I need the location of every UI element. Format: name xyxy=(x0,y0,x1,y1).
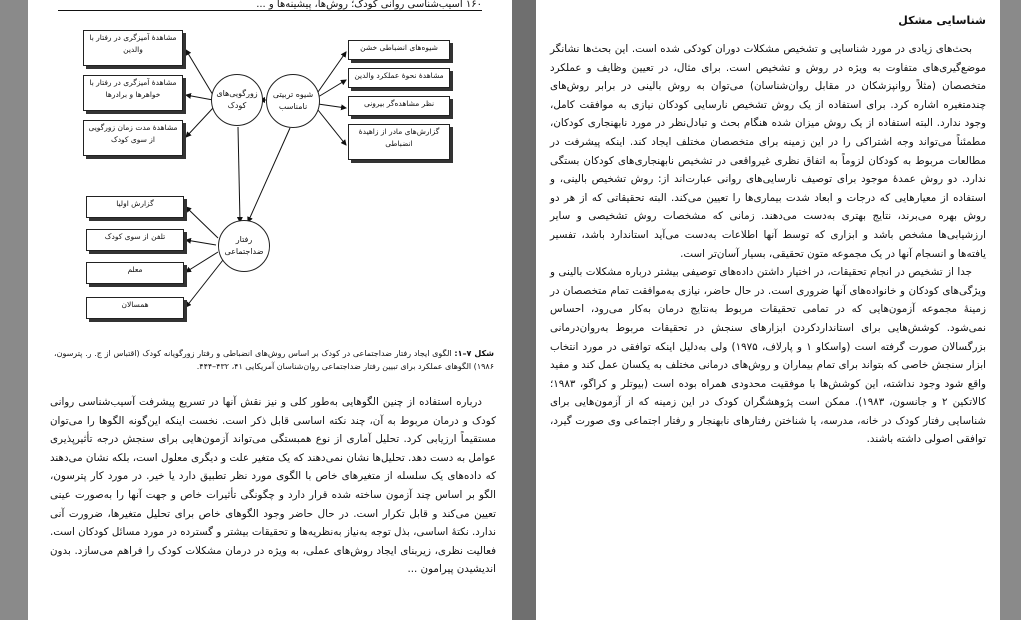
viewer-margin-right xyxy=(1000,0,1021,620)
box-child-phone: تلفن از سوی کودک xyxy=(86,229,184,251)
caption-text: الگوی ایجاد رفتار ضداجتماعی در کودک بر اساس روش‌های انضباطی و رفتار زورگویانه کودک (اقتباس از ج. ر. پترسون، ۱۹۸۶) الگوهای عملکرد برای تبیین رفتار ضداجتماعی روان‌شناسان آمریکایی ۴۱، ۴۳۲–۴۴۴. xyxy=(54,349,494,371)
box-observe-bullying-duration: مشاهدهٔ مدت زمان زورگویی از سوی کودک xyxy=(83,120,183,156)
figure-caption xyxy=(54,347,494,373)
left-book-page xyxy=(28,0,512,620)
left-body-text xyxy=(50,393,496,579)
right-book-page xyxy=(536,0,1000,620)
box-observe-sibling-aggression: مشاهدهٔ آمیزگری در رفتار با خواهرها و برادرها xyxy=(83,75,183,111)
box-mother-discipline-report: گزارش‌های مادر از زاهیدهٔ انضباطی xyxy=(348,124,450,160)
circle-poor-parenting: شیوه تربیتی نامناسب xyxy=(266,74,320,128)
box-peers: همسالان xyxy=(86,297,184,319)
paragraph: بحث‌های زیادی در مورد شناسایی و تشخیص مشکلات دوران کودکی شده است. این بحث‌ها نشانگر موضع‌گیری‌های متفاوت به ویژه در روش و تشخیص است. برای مثال، در تعیین وظایف و عملکرد متخصصان (مثلاً روانپزشکان در مقابل روان‌شناسان) می‌توان به روش بالینی در برابر روش‌های چندمتغیره اشاره کرد. برای استفاده از یک روش تشخیص نارسایی کودکان نیازی به موافقت کامل، وجود ندارد. البته استفاده از یک روش میزان شده هنگام بحث و تبادل‌نظر در مورد نابهنجاری کودکان، مطمئناً می‌تواند وجه اشتراکی را در این زمینه برای متخصصان مختلف ایجاد کند. اینکه پیشرفت در مطالعات مربوط به کودکان لزوماً به اتفاق نظری غیرواقعی در تشخیص نابهنجاری‌های کودکان بستگی ندارد. دو روش عمدهٔ موجود برای توصیف نارسایی‌های روانی عبارت‌اند از: روش تشخیص بالینی، و استفاده از معیارهایی که درجات و ابعاد شدت بیماری‌ها را تعیین می‌کند. البته تحقیقاتی که از هر دو روش بهره می‌برند، نتایج بهتری به‌دست می‌دهند. زمانی که مشخصات روش تشخیصی و سایر ارزشیابی‌ها مشخص باشد و ابزاری که توسط آنها اطلاعات به‌دست می‌آید استاندارد باشد، تفسیر یافته‌ها و انسجام آنها در یک مجموعه متون تحقیقی، بسیار آسان‌تر است. xyxy=(550,43,986,260)
viewer-margin-left xyxy=(0,0,28,620)
box-observe-parent-performance: مشاهدهٔ نحوهٔ عملکرد والدین xyxy=(348,68,450,88)
circle-child-bullying: زورگویی‌های کودک xyxy=(211,74,263,126)
circle-antisocial-behavior: رفتار ضداجتماعی xyxy=(218,220,270,272)
page-gutter xyxy=(512,0,536,620)
paragraph: درباره استفاده از چنین الگوهایی به‌طور کلی و نیز نقش آنها در تسریع پیشرفت آسیب‌شناسی روانی کودک و درمان مربوط به آن، چند نکته اساسی قابل ذکر است. نخست اینکه این‌گونه الگوها را می‌توان مستقیماً ارزیابی کرد. تحلیل آماری از نوع همبستگی می‌تواند آزمون‌هایی برای سنجش درجه تأثیرپذیری عوامل به دست دهد. تحلیل‌ها نشان نمی‌دهند که یک متغیر علت و دیگری معلول است، بلکه نشان می‌دهند که داده‌های یک سلسله از متغیرهای خاص با الگوی مورد نظر تطبیق دارد یا خیر. در مورد کار پترسون، الگو بر اساس چند آزمون ساخته شده قرار دارد و چگونگی تأثیرات خاص و جهت آنها را به‌صورت عینی تعیین می‌کند و قابل تکرار است. در حال حاضر وجود الگوهای خاص برای تحلیل متغیرها، ضرورت آنی ندارد. نکتهٔ اساسی، بذل توجه به‌نیاز به‌نظریه‌ها و تحقیقات بیشتر و گسترده در مورد مسائل کودکان است. فعالیت نظری، زیربنای ایجاد روش‌های عملی، به ویژه در درمان مشکلات کودک را فراهم می‌سازد. بدون اندیشیدن پیرامون ... xyxy=(50,396,496,576)
box-observe-parent-aggression: مشاهدهٔ آمیزگری در رفتار با والدین xyxy=(83,30,183,66)
running-header: ۱۶۰ آسیب‌شناسی روانی کودک؛ روش‌ها، پیشینه‌ها و ... xyxy=(58,0,482,11)
caption-label: شکل ۷–۱: xyxy=(454,349,494,358)
box-harsh-discipline: شیوه‌های انضباطی خشن xyxy=(348,40,450,60)
box-parent-report: گزارش اولیا xyxy=(86,196,184,218)
right-body-text xyxy=(550,40,986,449)
paragraph: جدا از تشخیص در انجام تحقیقات، در اختیار داشتن داده‌های توصیفی بیشتر درباره مشکلات بالینی و ویژگی‌های کودکان و خانواده‌های آنها ضروری است. در حال حاضر، نیازی به‌موافقت تمام متخصصان در زمینهٔ مجموعه آزمون‌هایی که در تمامی تحقیقات مربوط به‌نتایج درمان به‌کار می‌رود، احساس نمی‌شود. کوشش‌هایی برای استانداردکردن ابزارهای سنجش در تحقیقات مربوط به‌روان‌درمانی بزرگسالان صورت گرفته است (واسکاو ۱ و پارلاف، ۱۹۷۵) ولی به‌دلیل اینکه توافقی در مورد انتخاب ابزار سنجش خاصی که بتواند برای تمام بیماران و روش‌های درمانی مختلف به یکسان عمل کند و مفید واقع شود وجود نداشته، این کوشش‌ها با موفقیت محدودی همراه بوده است (بیوتلر و کراگو، ۱۹۸۳؛ کالاتکین ۲ و جانسون، ۱۹۸۳). ممکن است پژوهشگران کودک در این زمینه که از آزمون‌هایی برای شناسایی رفتار کودک در خانه، مدرسه، یا شناختن رفتارهای نابهنجار و رفتار اجتماعی وی صورت گیرد، توافقی اصولی داشته باشند. xyxy=(550,266,987,446)
figure-antisocial-model xyxy=(28,0,512,345)
box-teacher: معلم xyxy=(86,262,184,284)
box-external-observer: نظر مشاهده‌گر بیرونی xyxy=(348,96,450,116)
section-heading: شناسایی مشکل xyxy=(898,14,986,27)
